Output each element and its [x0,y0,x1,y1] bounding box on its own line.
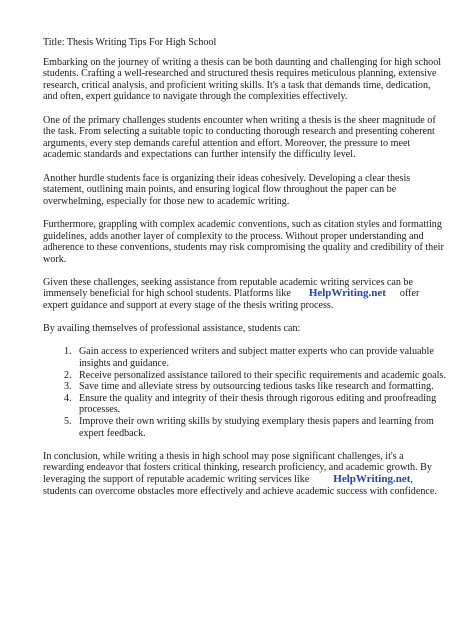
list-item [43,381,447,393]
paragraph-intro: Embarking on the journey of writing a thesis can be both daunting and challenging for high school students. Crafting a well-researched and structured thesis requires meticulous planning, extensive research, critical analysis, and proficient writing skills. It's a task that demands time, dedication, and often, expert guidance to navigate through the complexities effectively. [43,56,442,103]
list-item-number: 5. [64,416,72,427]
paragraph-conventions: Furthermore, grappling with complex academic conventions, such as citation styles and formatting guidelines, adds another layer of complexity to the process. Without proper understanding and adherence to these conventions, students may risk compromising the quality and credibility of their work. [43,218,444,265]
list-item [43,416,447,439]
paragraph-organizing: Another hurdle students face is organizing their ideas cohesively. Developing a clear thesis statement, outlining main points, and ensuring logical flow throughout the paper can be overwhelming, especially for those new to academic writing. [43,172,411,207]
list-item-number: 4. [64,392,72,404]
list-item-number: 2. [64,369,72,381]
list-item-text: Receive personalized assistance tailored to their specific requirements and academic goals. [79,369,446,381]
paragraph-assistance [43,277,447,312]
paragraph-conclusion-text: In conclusion, while writing a thesis in high school may pose significant challenges, it's a rewarding endeavor that fosters critical thinking, research proficiency, and academic growth. By leveraging the support of reputable academic writing services like [43,450,432,485]
paragraph-challenges: One of the primary challenges students encounter when writing a thesis is the sheer magnitude of the task. From selecting a suitable topic to conducting thorough research and presenting coherent arguments, every step demands careful attention and effort. Moreover, the pressure to meet academic standards and expectations can further intensify the difficulty level. [43,114,436,161]
paragraph-conclusion-tail: , students can overcome obstacles more effectively and achieve academic success with confidence. [43,473,437,497]
paragraph-assistance-text: Given these challenges, seeking assistance from reputable academic writing services can be immensely beneficial for high school students. Platforms like [43,276,413,300]
paragraph-assistance-tail: offer expert guidance and support at every stage of the thesis writing process. [43,288,420,312]
list-item-number: 1. [64,346,72,358]
paragraph-conclusion [43,451,447,497]
list-item [43,346,447,369]
list-item [43,370,447,382]
helpwriting-link[interactable]: HelpWriting.net [308,287,386,300]
benefits-list [43,346,447,439]
list-item [43,393,447,416]
paragraph-benefits-intro: By availing themselves of professional assistance, students can: [43,323,301,335]
list-item-text: Gain access to experienced writers and subject matter experts who can provide valuable insights and guidance. [79,346,434,370]
helpwriting-link[interactable]: HelpWriting.net [333,472,411,485]
document-title: Title: Thesis Writing Tips For High School [43,37,217,48]
list-item-text: Ensure the quality and integrity of their thesis through rigorous editing and proofreading processes. [79,392,437,416]
list-item-text: Improve their own writing skills by studying exemplary thesis papers and learning from expert feedback. [79,416,434,439]
document-page [43,37,447,509]
list-item-text: Save time and alleviate stress by outsourcing tedious tasks like research and formatting. [79,381,434,393]
list-item-number: 3. [64,381,72,393]
